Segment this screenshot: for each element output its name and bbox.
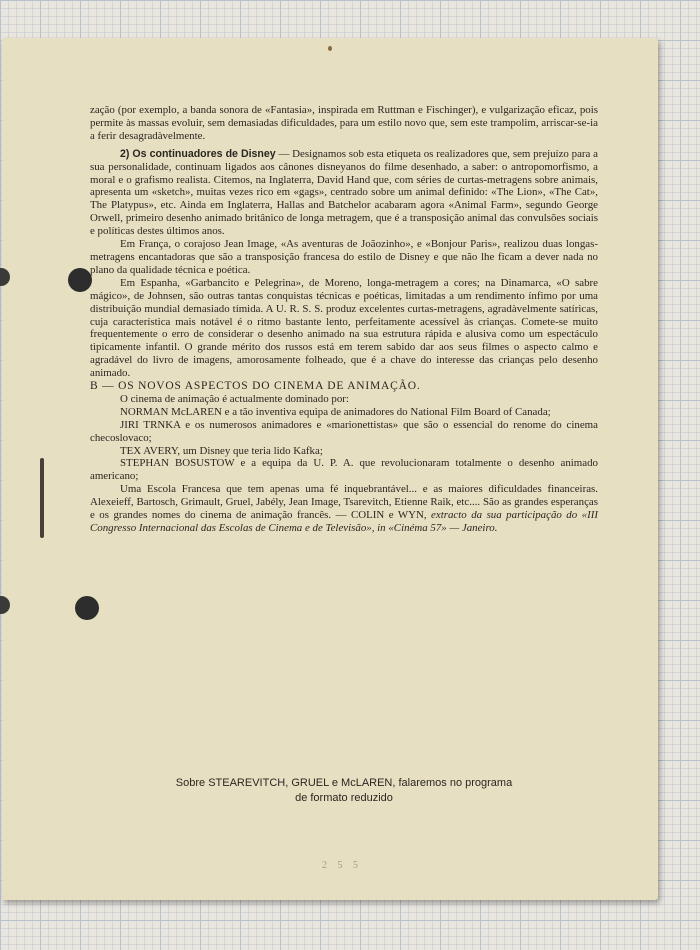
paragraph-france: Em França, o corajoso Jean Image, «As aventuras de Joãozinho», e «Bonjour Paris», realizou duas longas-metragens encantadoras que são a transposição francesa do estilo de Disney e que não lhe ficam a dever nada no plano da qualidade técnica e poética. [90, 238, 598, 276]
binding-fold [40, 458, 44, 538]
page-mark [328, 46, 332, 51]
list-item: TEX AVERY, um Disney que teria lido Kafka; [120, 444, 323, 457]
section-2-body: — Designamos sob esta etiqueta os realizadores que, sem prejuízo para a sua personalidade, continuam ligados aos cânones disneyanos do filme desenhado, a saber: o antropomorfismo, a moral e o grafismo realista. Citemos, na Inglaterra, David Hand que, com séries de curtas-metragens sobre animais, apresenta um «sketch», muitas vezes rico em «gags», centrado sobre um animal definido: «The Lion», «The Cat», The Platypus», etc. Ainda em Inglaterra, Hallas and Batchelor acabaram agora «Animal Farm», segundo George Orwell, primeiro desenho animado britânico de longa metragem, que é a transposição animal das convulsões sociais e políticas destes últimos anos. [90, 147, 599, 238]
list-item: JIRI TRNKA e os numerosos animadores e «marionettistas» que são o essencial do renome do cinema checoslovaco; [90, 418, 598, 444]
article-text [90, 104, 598, 535]
animators-list [90, 393, 598, 535]
section-2-paragraph [90, 148, 598, 238]
section-b-title: B — OS NOVOS ASPECTOS DO CINEMA DE ANIMAÇÃO. [90, 380, 421, 393]
list-item-final [90, 483, 598, 535]
footnote-line-2: de formato reduzido [295, 792, 393, 804]
footnote [90, 776, 598, 806]
punch-hole-shadow [75, 596, 99, 620]
paragraph-continued: zação (por exemplo, a banda sonora de «Fantasia», inspirada em Ruttman e Fischinger), e vulgarização eficaz, pois permite às massas evoluir, sem demasiadas dificuldades, para um estilo novo que, sem este trampolim, arriscar-se-ia a ferir desagradàvelmente. [90, 104, 598, 142]
section-2-heading: 2) Os continuadores de Disney [120, 147, 276, 160]
list-item: NORMAN McLAREN e a tão inventiva equipa de animadores do National Film Board of Canada; [120, 405, 551, 418]
final-text: Uma Escola Francesa que tem apenas uma fé inquebrantável... e as maiores dificuldades financeiras. Alexeieff, Bartosch, Grimault, Gruel, Jabély, Jean Image, Tsarevitch, Etienne Raik, etc.... São as grandes esperanças e os grandes nomes do cinema de animação francês. — COLIN e WYN, [90, 483, 598, 522]
footnote-line-1: Sobre STEAREVITCH, GRUEL e McLAREN, falaremos no programa [175, 777, 513, 789]
punch-hole-shadow [68, 268, 92, 292]
list-item: STEPHAN BOSUSTOW e a equipa da U. P. A. que revolucionaram totalmente o desenho animado americano; [90, 457, 598, 483]
page-number: 2 5 5 [322, 860, 362, 871]
list-intro: O cinema de animação é actualmente dominado por: [120, 392, 349, 405]
document-page [2, 38, 658, 900]
citation: extracto da sua participação do «III Congresso Internacional das Escolas de Cinema e de Televisão», in «Cinéma 57» — Janeiro. [90, 509, 598, 534]
paragraph-spain: Em Espanha, «Garbancito e Pelegrina», de Moreno, longa-metragem a cores; na Dinamarca, «O sabre mágico», de Johnsen, são outras tantas conquistas técnicas e poéticas, limitadas a um rendimento ínfimo por uma distribuição mundial demasiado tímida. A U. R. S. S. produz excelentes curtas-metragens, agradàvelmente satíricas, cuja característica mais notável é o ritmo bastante lento, perfeitamente acessível às crianças. Comete-se muito frequentemente o erro de considerar o desenho animado na sua estrutura rápida e alusiva como um espectáculo tìpicamente infantil. O grande mérito dos russos está em terem sabido dar aos seus filmes o aspecto calmo e agradável do livro de imagens, amorosamente folheado, que é a chave do interesse das crianças pelo desenho animado. [90, 276, 598, 380]
